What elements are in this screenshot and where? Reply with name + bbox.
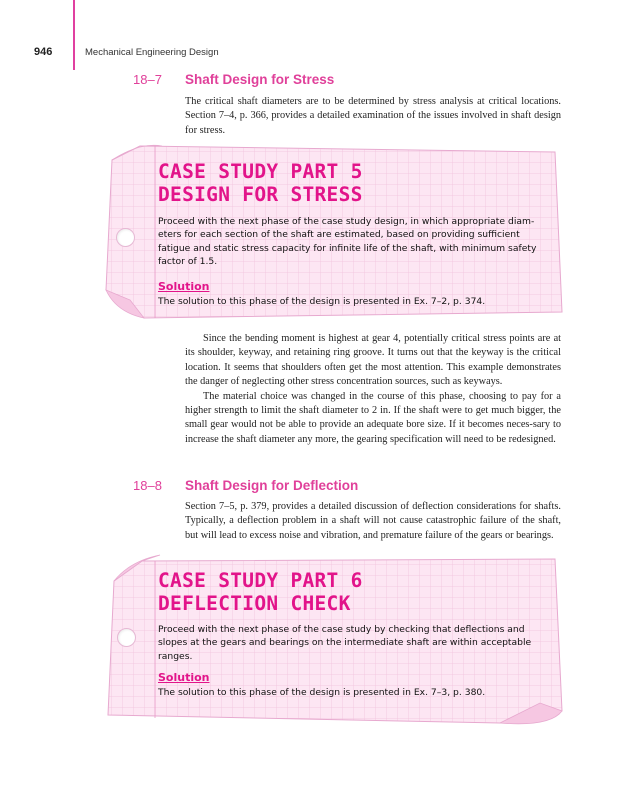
paragraph: The material choice was changed in the course of this phase, choosing to pay for a higher strength to limit the shaft diameter to 2 in. If the shaft were to get much bigger, the small gear would not be able to provide an adequate bore size. If it becomes neces-sary to increase the shaft diameter any more, the gearing specification will need to be redesigned. (185, 390, 561, 445)
case-study-card (100, 553, 570, 728)
margin-rule (73, 0, 75, 70)
solution-text: The solution to this phase of the design is presented in Ex. 7–2, p. 374. (158, 296, 486, 307)
binder-hole (117, 628, 136, 647)
solution-text: The solution to this phase of the design is presented in Ex. 7–3, p. 380. (158, 687, 486, 698)
case-study-title: CASE STUDY PART 5 (158, 160, 363, 183)
case-study-card (100, 140, 570, 322)
case-study-title: CASE STUDY PART 6 (158, 569, 363, 592)
solution-heading: Solution (158, 671, 210, 684)
case-study-body: Proceed with the next phase of the case study by checking that deflections and slopes at the gears and bearings on the intermediate shaft are within acceptable ranges. (158, 624, 532, 662)
section-intro (185, 95, 561, 138)
paragraph: Since the bending moment is highest at gear 4, potentially critical stress points are at its shoulder, keyway, and retaining ring groove. It turns out that the keyway is the critical location. It seems that shoulders often get the most attention. This example demonstrates the danger of neglecting other stress concentration sources, such as keyways. (185, 333, 561, 388)
section-number: 18–7 (133, 72, 162, 87)
page-number: 946 (34, 46, 53, 58)
binder-hole (116, 228, 135, 247)
case-study-subtitle: DESIGN FOR STRESS (158, 183, 363, 206)
running-head: Mechanical Engineering Design (85, 47, 219, 58)
section-number: 18–8 (133, 478, 162, 493)
stress-discussion (185, 332, 561, 447)
paragraph: Section 7–5, p. 379, provides a detailed discussion of deflection considerations for shafts. Typically, a deflection problem in a shaft will not cause catastrophic failure of the shaft, but will lead to excess noise and vibration, and premature failure of the gears or bearings. (185, 501, 561, 541)
section-title: Shaft Design for Deflection (185, 478, 359, 493)
paragraph: The critical shaft diameters are to be determined by stress analysis at critical locations. Section 7–4, p. 366, provides a detailed examination of the issues involved in shaft design for stress. (185, 96, 561, 136)
case-study-body: Proceed with the next phase of the case study design, in which appropriate diam-eters for each section of the shaft are estimated, based on providing sufficient fatigue and static stress capacity for infinite life of the shaft, with minimum safety factor of 1.5. (158, 216, 537, 268)
section-title: Shaft Design for Stress (185, 72, 335, 87)
solution-heading: Solution (158, 280, 210, 293)
case-study-subtitle: DEFLECTION CHECK (158, 592, 351, 615)
section-intro (185, 500, 561, 543)
